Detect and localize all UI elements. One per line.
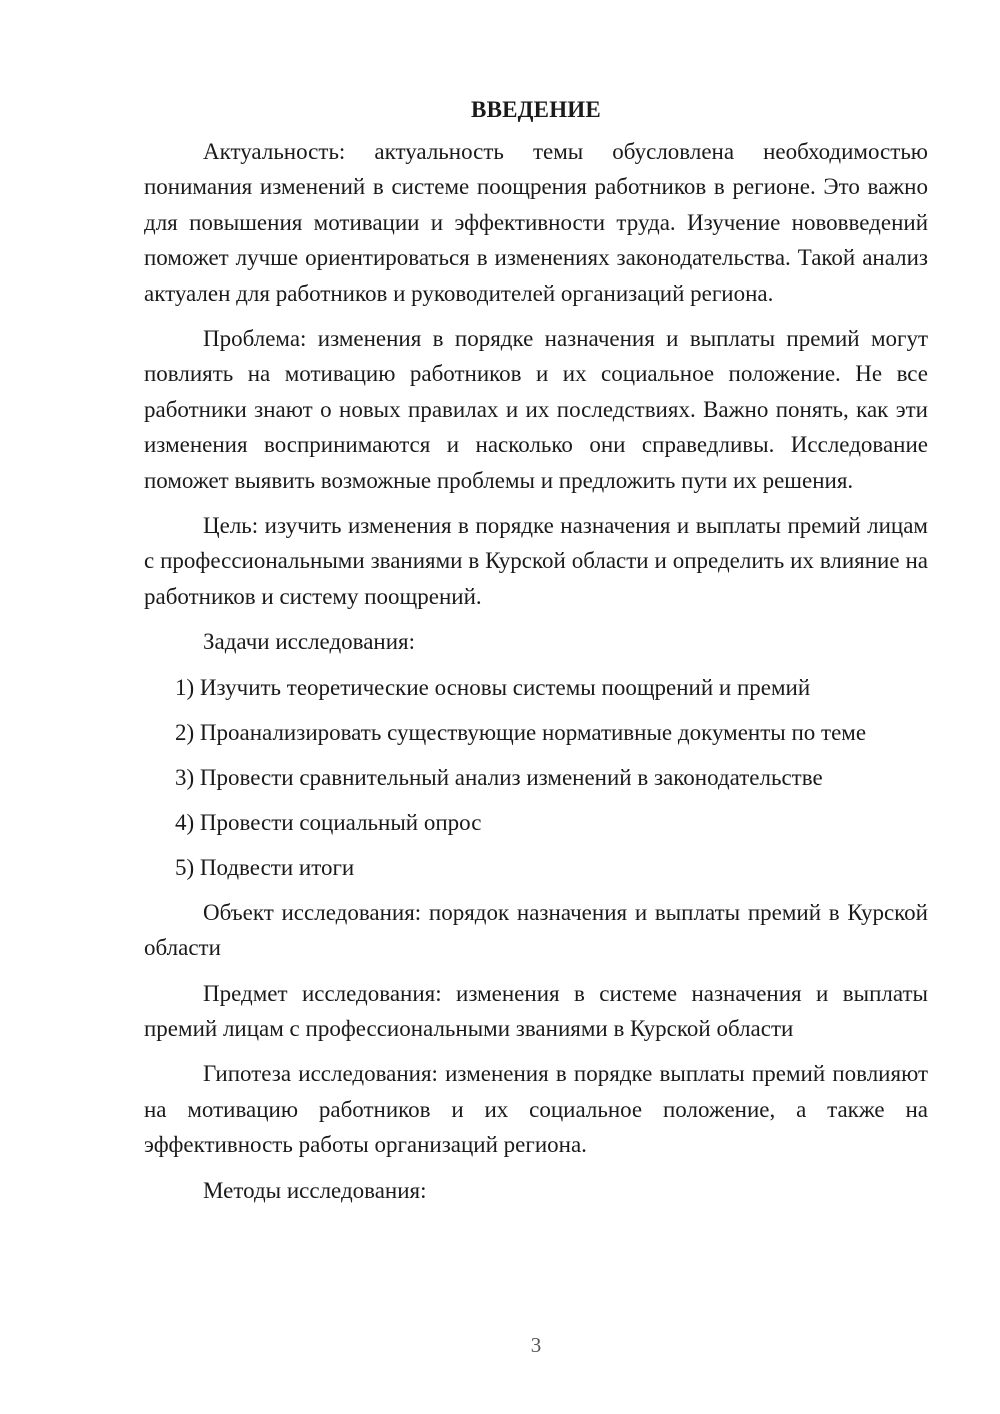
paragraph-subject: Предмет исследования: изменения в системе назначения и выплаты премий лицам с профессиональными званиями в Курской области [144,980,928,1041]
paragraph-hypothesis: Гипотеза исследования: изменения в порядке выплаты премий повлияют на мотивацию работников и их социальное положение, а также на эффективность работы организаций региона. [144,1061,928,1158]
page-number: 3 [530,1333,542,1357]
task-list-item: 2) Проанализировать существующие нормативные документы по теме [175,719,867,745]
paragraph-object: Объект исследования: порядок назначения и выплаты премий в Курской области [144,899,928,961]
document-page [144,92,928,1218]
task-list-item: 3) Провести сравнительный анализ изменений в законодательстве [175,764,823,790]
task-list-item: 1) Изучить теоретические основы системы поощрений и премий [175,674,811,700]
task-list-item: 5) Подвести итоги [175,854,355,880]
paragraph-goal: Цель: изучить изменения в порядке назначения и выплаты премий лицам с профессиональными званиями в Курской области и определить их влияние на работников и систему поощрений. [144,513,928,609]
paragraph-problem: Проблема: изменения в порядке назначения и выплаты премий могут повлиять на мотивацию работников и их социальное положение. Не все работники знают о новых правилах и их последствиях. Важно понять, как эти изменения воспринимаются и насколько они справедливы. Исследование поможет выявить возможные проблемы и предложить пути их решения. [144,326,928,493]
methods-heading: Методы исследования: [203,1177,427,1203]
tasks-heading: Задачи исследования: [203,629,416,655]
paragraph-relevance: Актуальность: актуальность темы обусловлена необходимостью понимания изменений в системе поощрения работников в регионе. Это важно для повышения мотивации и эффективности труда. Изучение нововведений поможет лучше ориентироваться в изменениях законодательства. Такой анализ актуален для работников и руководителей организаций региона. [144,139,928,306]
task-list-item: 4) Провести социальный опрос [175,809,482,835]
page-title: ВВЕДЕНИЕ [471,97,601,122]
